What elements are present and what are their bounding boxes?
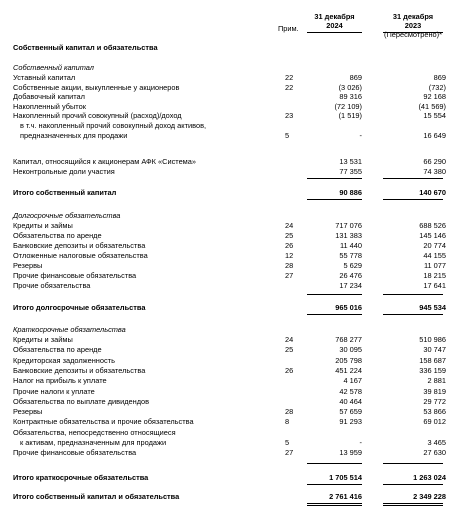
rule — [307, 178, 362, 179]
row-label: Обязательства по аренде — [13, 231, 102, 240]
grand-total-row: Итого собственный капитал и обязательства 2 761 416 2 349 228 — [13, 492, 446, 501]
row-note: 5 — [285, 130, 290, 140]
row-v2: (41 569) — [418, 101, 446, 111]
equity-attrib-row: Капитал, относящийся к акционерам АФК «Система» 13 531 66 290 — [13, 157, 446, 166]
rule — [383, 484, 443, 485]
row-v2: 44 155 — [423, 251, 446, 260]
row-v1: 717 076 — [335, 221, 362, 230]
row-label: Резервы — [13, 407, 43, 417]
row-v2: 510 986 — [419, 335, 446, 344]
row-label: Банковские депозиты и обязательства — [13, 365, 146, 375]
note-column-header: Прим. — [278, 24, 299, 33]
row-label: Прочие финансовые обязательства — [13, 448, 137, 458]
longterm-heading: Долгосрочные обязательства — [13, 211, 121, 220]
row-v1: 89 316 — [339, 92, 362, 102]
row-v1: 30 095 — [339, 345, 362, 355]
row-v1: 42 578 — [339, 386, 362, 396]
equity-heading: Собственный капитал — [13, 63, 94, 72]
col1-date: 31 декабря — [314, 12, 355, 21]
row-v1: 13 959 — [339, 448, 362, 458]
row-label: Кредиторская задолженность — [13, 355, 115, 365]
row-note: 24 — [285, 221, 294, 230]
row-v1: 451 224 — [335, 365, 362, 375]
col2-header-rule — [383, 32, 443, 33]
table-row — [0, 448, 466, 457]
table-row — [0, 366, 466, 375]
row-v2: 30 747 — [423, 345, 446, 355]
row-v1: 17 234 — [339, 281, 362, 290]
rule — [307, 484, 362, 485]
row-label: Резервы — [13, 261, 43, 270]
row-note: 25 — [285, 231, 294, 240]
row-v1: 55 778 — [339, 251, 362, 260]
table-row — [0, 111, 466, 120]
row-v1: 768 277 — [335, 335, 362, 344]
row-v1: (3 026) — [338, 82, 362, 92]
row-label: Собственные акции, выкупленные у акционеров — [13, 82, 180, 92]
rule — [307, 294, 362, 295]
table-row — [0, 438, 466, 447]
row-label: Прочие финансовые обязательства — [13, 271, 137, 280]
row-v1: 5 629 — [343, 261, 362, 270]
table-row — [0, 271, 466, 280]
table-row — [0, 221, 466, 230]
section-title: Собственный капитал и обязательства — [13, 43, 158, 52]
table-row — [0, 417, 466, 426]
table-row — [0, 281, 466, 290]
col2-restated: (Пересмотрено)* — [384, 30, 442, 39]
row-v1: 869 — [349, 73, 362, 82]
row-v1: 205 798 — [335, 355, 362, 365]
table-row — [0, 387, 466, 396]
row-note: 23 — [285, 111, 294, 121]
equity-nci-row: Неконтрольные доли участия 77 355 74 380 — [13, 167, 446, 176]
row-label: предназначенных для продажи — [20, 130, 128, 140]
row-label: Кредиты и займы — [13, 335, 73, 344]
table-row — [0, 428, 466, 437]
col2-date: 31 декабря — [392, 12, 434, 21]
row-v1: 131 383 — [335, 231, 362, 240]
row-v1: 91 293 — [339, 417, 362, 427]
row-v2: 18 215 — [423, 271, 446, 280]
row-note: 24 — [285, 335, 294, 344]
row-note: 27 — [285, 271, 294, 280]
table-row — [0, 92, 466, 101]
row-label: в т.ч. накопленный прочий совокупный доход активов, — [20, 121, 207, 130]
rule — [383, 314, 443, 315]
shortterm-total-row: Итого краткосрочные обязательства 1 705 514 1 263 024 — [13, 473, 446, 482]
row-label: Обязательства по аренде — [13, 345, 102, 355]
row-v2: 158 687 — [419, 355, 446, 365]
row-v2: 688 526 — [419, 221, 446, 230]
rule — [307, 199, 362, 200]
row-label: Отложенные налоговые обязательства — [13, 251, 148, 260]
row-v2: (732) — [428, 82, 446, 92]
row-v2: 69 012 — [423, 417, 446, 427]
row-note: 26 — [285, 241, 294, 250]
row-label: Налог на прибыль к уплате — [13, 376, 107, 386]
row-label: Прочие налоги к уплате — [13, 386, 95, 396]
row-label: Обязательства, непосредственно относящиеся — [13, 427, 176, 437]
table-row — [0, 73, 466, 82]
rule — [307, 314, 362, 315]
row-v2: 29 772 — [423, 396, 446, 406]
row-v1: (72 109) — [334, 101, 362, 111]
table-row — [0, 356, 466, 365]
table-row — [0, 407, 466, 416]
row-note: 12 — [285, 251, 294, 260]
rule — [383, 505, 443, 506]
table-row — [0, 231, 466, 240]
shortterm-heading: Краткосрочные обязательства — [13, 325, 126, 334]
row-v1: - — [359, 438, 362, 447]
table-row — [0, 397, 466, 406]
row-v2: 20 774 — [423, 241, 446, 250]
row-v1: 57 659 — [339, 407, 362, 417]
table-row — [0, 345, 466, 354]
table-row — [0, 121, 466, 130]
column-header-2024 — [307, 12, 362, 30]
row-v2: 3 465 — [427, 438, 446, 447]
row-label: Накопленный убыток — [13, 101, 86, 111]
table-row — [0, 241, 466, 250]
row-note: 22 — [285, 82, 294, 92]
row-v1: (1 519) — [338, 111, 362, 121]
row-label: Накопленный прочий совокупный (расход)/доход — [13, 111, 182, 121]
column-header-2023 — [383, 12, 443, 39]
rule — [307, 503, 362, 504]
rule — [383, 463, 443, 464]
longterm-total-row: Итого долгосрочные обязательства 965 016 945 534 — [13, 303, 446, 312]
row-label: Банковские депозиты и обязательства — [13, 241, 146, 250]
row-note: 8 — [285, 417, 290, 427]
row-note: 25 — [285, 345, 294, 355]
row-note: 28 — [285, 407, 294, 417]
table-row — [0, 376, 466, 385]
table-row — [0, 251, 466, 260]
row-v1: 40 464 — [339, 396, 362, 406]
row-note: 28 — [285, 261, 294, 270]
row-v2: 27 630 — [423, 448, 446, 458]
row-v2: 17 641 — [423, 281, 446, 290]
row-label: Контрактные обязательства и прочие обязательства — [13, 417, 194, 427]
col1-year: 2024 — [326, 21, 343, 30]
row-label: к активам, предназначенным для продажи — [20, 438, 167, 447]
row-label: Добавочный капитал — [13, 92, 85, 102]
equity-total-row: Итого собственный капитал 90 886 140 670 — [13, 188, 446, 197]
table-row — [0, 102, 466, 111]
row-v1: 26 476 — [339, 271, 362, 280]
row-v1: 11 440 — [339, 241, 362, 250]
row-note: 27 — [285, 448, 294, 458]
row-v2: 53 866 — [423, 407, 446, 417]
row-v2: 869 — [433, 73, 446, 82]
rule — [383, 178, 443, 179]
row-v2: 2 881 — [427, 376, 446, 386]
row-label: Прочие обязательства — [13, 281, 91, 290]
table-row — [0, 83, 466, 92]
row-v2: 11 077 — [423, 261, 446, 270]
row-v2: 92 168 — [423, 92, 446, 102]
row-note: 5 — [285, 438, 290, 447]
rule — [383, 199, 443, 200]
row-v2: 39 819 — [423, 386, 446, 396]
table-row — [0, 335, 466, 344]
table-row — [0, 261, 466, 270]
row-v1: - — [359, 130, 362, 140]
row-label: Кредиты и займы — [13, 221, 73, 230]
row-v2: 145 146 — [419, 231, 446, 240]
row-note: 26 — [285, 365, 294, 375]
row-v2: 336 159 — [419, 365, 446, 375]
row-note: 22 — [285, 73, 294, 82]
row-v1: 4 167 — [343, 376, 362, 386]
rule — [383, 294, 443, 295]
col2-year: 2023 — [404, 21, 422, 30]
table-row — [0, 131, 466, 140]
row-v2: 15 554 — [423, 111, 446, 121]
row-label: Обязательства по выплате дивидендов — [13, 396, 150, 406]
rule — [307, 463, 362, 464]
row-label: Уставный капитал — [13, 73, 76, 82]
col1-header-rule — [307, 32, 362, 33]
rule — [383, 503, 443, 504]
rule — [307, 505, 362, 506]
row-v2: 16 649 — [423, 130, 446, 140]
